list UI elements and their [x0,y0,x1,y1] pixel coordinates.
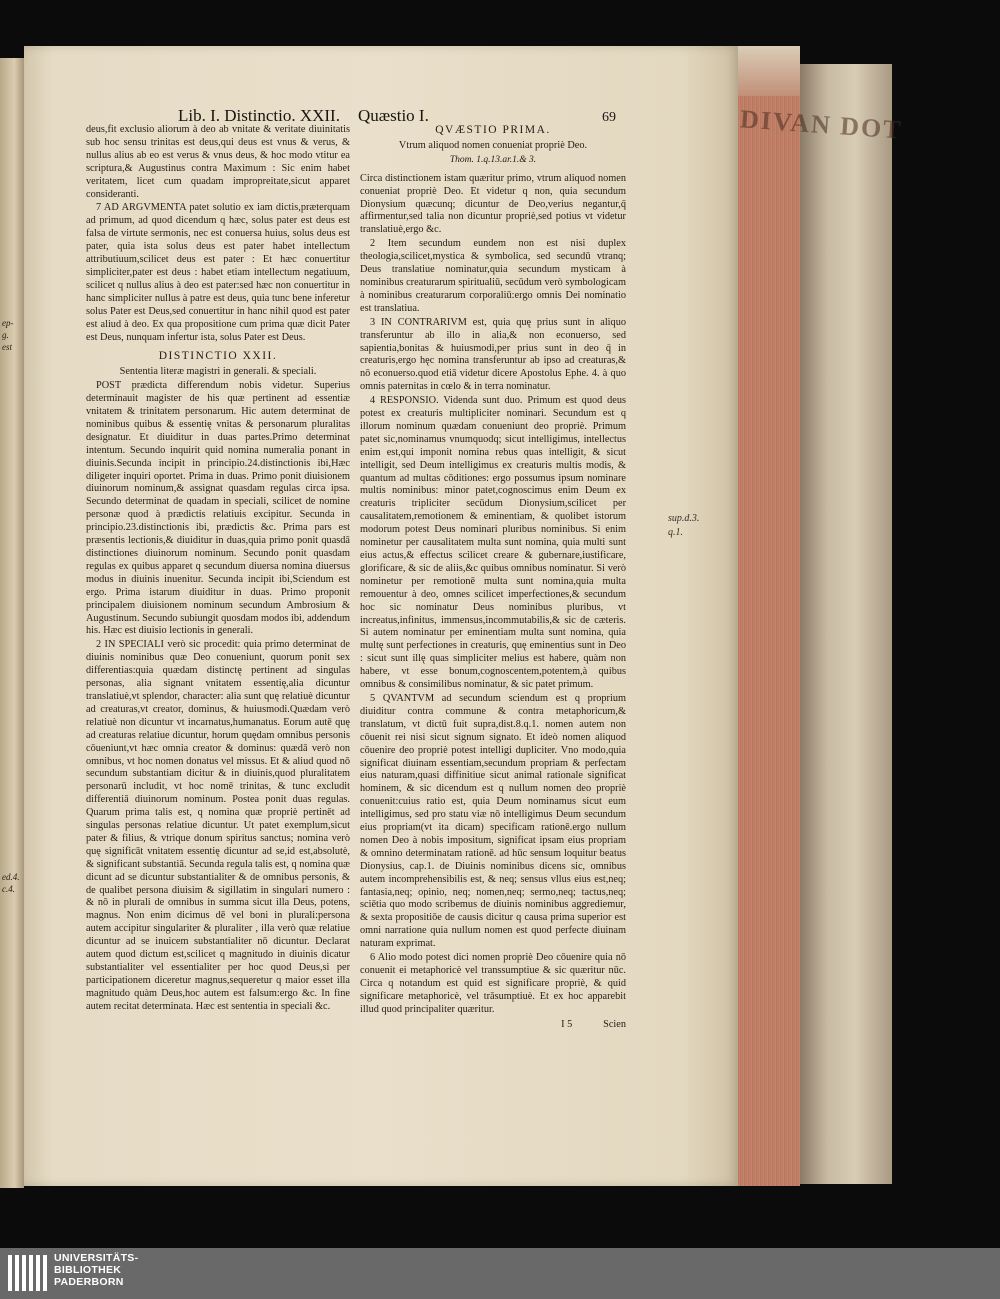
alio-modo-paragraph: 6 Alio modo potest dici nomen propriè Deo cōuenire quia nō conuenit ei metaphoricè vel transsumptiue & sic quæritur nūc. Circa q notandum est quid est significare propriè, & quid significare metaphoricè, vel trāsumptiuè. Et ex hoc apparebit illud quod principaliter quæritur. [360,952,626,1015]
ad-argumenta-paragraph: 7 AD ARGVMENTA patet solutio ex iam dictis,præterquam ad primum, ad quod dicendum q hæc, solus pater est deus est falsa de virtute sermonis, nec est conuersa huius, solus deus est pater, quia ista solus deus est pater habet intellectum attributiuum,scilicet deus est pater : Et hæc conuertitur simpliciter,pater est deus : habet etiam intellectum negatiuum, scilicet q nullus alius à deo est pater:sed hæc non conuertitur in hanc simpliciter nullus à patre est deus, quia tunc bene inferetur solus Pater est Deus,sed conuertitur in hanc nihil quod est pater est aliud à deo. Ex qua propositione cum prima quæ dicit Pater est Deus, nunquam infertur ista, solus Pater est Deus. [86,202,350,343]
questio-title: QVÆSTIO PRIMA. [435,124,551,136]
item-paragraph: 2 Item secundum eundem non est nisi duplex theologia,scilicet,mystica & symbolica, sed secundū vtranq; Deus translatiue nominatur,quia secundum mysticam à nominibus creaturarum spiritualiū, secūdum verò symbologicam à nominibus creaturarum corporaliū:ergo omnis Dei nominatio est translatiua. [360,238,626,314]
right-column [360,124,626,1164]
library-line-3: PADERBORN [54,1276,124,1288]
signature-catchword [360,1019,626,1032]
signature-mark: I 5 [561,1018,573,1030]
library-footer [0,1248,1000,1299]
facing-page-edge [0,58,24,1188]
distinctio-subtitle: Sententia literæ magistri in generali. & speciali. [119,366,317,378]
red-page-edges [738,46,800,1186]
in-contrarium-paragraph: 3 IN CONTRARIVM est, quia quę prius sunt in aliquo transferuntur ab illo in alia,& non econuerso, sed sapientia,bonitas & huiusmodi,per prius sunt in deo q̄ in creaturis,ergo hęc nomina transferuntur ab ipso ad creaturas,& nō econuerso.quod etiā videtur dicere Apostolus Ephe. 4. à quo omnis paternitas in cœlo & in terra nominatur. [360,316,626,393]
facing-page-note: ep- [2,318,14,328]
thomas-reference: Thom. 1.q.13.ar.1.& 3. [449,154,537,165]
margin-note-reference: sup.d.3. q.1. [668,513,700,538]
library-logo-icon [8,1255,48,1291]
running-head: Lib. I. Distinctio. XXII. [178,106,340,125]
facing-page-note: g. [2,330,9,340]
left-column [86,124,350,1164]
opening-paragraph: deus,fit exclusio aliorum à deo ab vnitate & veritate diuinitatis sub hoc sensu trinitas est deus,qui deus est vnus & verus, & nullus alius ab eo est verus & vnus deus, & hoc modo vtitur ea scriptura,& Augustinus contra Maximum : Sic enim habet veritatem, licet cum quadam impropreitate,sicut apparet consideranti. [86,124,350,200]
in-speciali-paragraph: 2 IN SPECIALI verò sic procedit: quia primo determinat de diuinis nominibus quæ Deo conueniunt, quorum ponit sex differentias:quia quædam distinctę pertinent ad singulas personas, alia signant vnitatem essentię,alia dicuntur translatiuè,vt splendor, character: alia sunt quę relatiuè dicuntur ad creaturas,vt creator, dominus, & huiusmodi.Quædam verò relatiuè non dicuntur vt incarnatus,humanatus. Eorum autē quę ad creaturas relatiue dicuntur, horum quędam omnibus personis cōueniunt,vt hæc omnia creator & dominus: quædā verò non omnibus, vt hoc nomen donatus vel missus. Et & aliud quod nō secundum substantiam dicitur & in diuinis,quod pluralitatem personarū includit, vt hoc nomē trinitas, & tunc excludit differentiā diuinorum nominum. Postea ponit duas regulas. Quarum prima talis est, q nomina quæ propriè pertinēt ad singulas personas relatiue dicuntur. Ut patet exemplum,sicut pater & filius, & vtrique donum spiritus sanctus; nomina verò quę significāt vnitatem essentię dicuntur ad se,id est,absolutè, & significant substantiā. Secunda regula talis est, q nomina quæ dicunt ad se dicuntur substantialiter & de omnibus personis, & de qualibet persona diuisim & sigillatim in singulari numero : & nō in plurali de omnibus in summa sicut illa Deus, potens, magnus. Non enim dicimus dē vel boni in plurali:persona autem accipitur singulariter & pluraliter , illa verò quæ relatiue dicuntur ad se inuicem substantialiter nō dicuntur. Declarat autem quod dictum est,scilicet q magnitudo in diuinis dicatur substantialiter vel essentialiter per hoc quod Deus,si per participationem diceretur magnus,sequeretur q maior esset illa magnitudo quàm Deus,hoc autem est falsum:ergo &c. In fine autem recitat determinata. Hæc est sententia in speciali &c. [86,639,350,1012]
library-line-2: BIBLIOTHEK [54,1264,122,1276]
library-line-1: UNIVERSITÄTS- [54,1252,139,1264]
catchword: Scien [603,1018,626,1030]
questio-head: Quæstio I. [358,106,429,125]
facing-page-note: est [2,342,12,352]
post-paragraph: POST prædicta differendum nobis videtur. Superius determinauit magister de his quæ pertinent ad essentiæ vnitatem & trinitatem personarum. Hic autem determinat de nominibus quibus & essentię vnitas & personarum pluralitas designatur. Et diuiditur in duas partes.Primo determinat intentum. Secundo inquirit quid nomina numeralia ponant in diuinis.Secunda incipit in principio.24.distinctionis ibi,Hæc diligeter inquiri oportet. Prima in duas. Primo ponit diuisionem diuinorum nominum,& assignat quasdam regulas circa ipsa. Secundo determinat de quadam in speciali, scilicet de nomine personæ quod à prædictis relatiuis excipitur. Secunda in principio.23.distinctionis ibi, prædictis &c. Prima pars est præsentis lectionis,& diuiditur in duas,quia primo ponit quasdā distinctiones diuinorum nominum. Secundo ponit quasdam regulas ex quibus apparet q secundum diuersa nomina diuersus modus in diuinis inuenitur. Secunda incipit ibi,Sciendum est ergo. Prima istarum diuiditur in duas. Primo proponit principalem diuisionem nominum secundum Ambrosium & Augustinum. Secundo subiungit quosdam modos ibi, addendum his. Hæc est diuisio lectionis in generali. [86,380,350,637]
page-edge-top [738,46,800,96]
page-number: 69 [602,110,616,125]
facing-page-note: ed.4. [2,872,20,882]
vellum-binding [800,64,892,1184]
circa-paragraph: Circa distinctionem istam quæritur primo, vtrum aliquod nomen conueniat propriè Deo. Et videtur q non, quia secundum Dionysium quæcunq; dicuntur de Deo,verius negantur,q̄ affirmentur,sed talia non dicuntur propriè,sed potius vt videtur translatiuè,ergo &c. [360,172,626,236]
facing-page-note: c.4. [2,884,15,894]
distinctio-title: DISTINCTIO XXII. [158,350,278,363]
responsio-paragraph: 4 RESPONSIO. Videnda sunt duo. Primum est quod deus potest ex creaturis multipliciter nominari. Secundum est q illorum nominum quædam conueniunt deo propriè. Primum patet sic,nominamus vnumquodq; sicut intelligimus, intellectus enim est,qui imponit nomina rebus quas intelligit, & sicut intelligit, sed Deum intelligimus ex creaturis multis modis, & quantum ad multas cōditiones: ergo possumus ipsum nominare multis nominibus: minor patet,cognoscimus enim Deum ex creaturis tripliciter secūdum Dionysium,scilicet per causalitatem,remotionem & eminentiam, & quolibet istorum modorum potest Deus nominari pluribus nominibus. Si enim nominetur per causalitatem multa sunt nomina, quia multi sunt eius actus,& effectus scilicet creare & gubernare,iustificare, glorificare, & sic de aliis,&c quibus omnibus nominatur. Si verò nominetur per remotionē multa sunt nomina,quia multa remouentur à deo, omnes scilicet imperfectiones,& secundum hoc sic nominatur Deus nominibus pluribus, vt increatus,infinitus, immensus,incommutabilis,& sic de cæteris. Si autem nominatur per eminentiam multa sunt nomina, quia multę sunt perfectiones in creaturis, quę eminentius sunt in Deo : sicut sunt illę quas simpliciter melius est habere, quàm non habere, vt esse bonum,cognoscentem,potentem,à quibus omnibus & consimilibus nominatur, & sic patet primum. [360,395,626,691]
question-title: Vtrum aliquod nomen conueniat propriè Deo. [398,139,588,151]
quantum-paragraph: 5 QVANTVM ad secundum sciendum est q proprium diuiditur contra commune & contra metaphoricum,& translatum, vt dictū fuit supra,dist.8.q.1. nomen autem non cōuenit rei nisi sicut signum signato. Et ideò nomen aliquod cōuenire deo propriè potest intelligi dupliciter. Vno modo,quia significat diuinam essentiam,secundum propriam & perfectam eius naturam,quasi diffinitiue sicut animal rationale significat hominem, & sic dicendum est q nullum nomen deo propriè conuenit:cuius ratio est, quia Deum nominamus sicut eum intelligimus, sed pro statu viæ nō intelligimus Deum secundum eius propriam(vt ita dicam) specificam rationē.ergo nullum nomen Deo à nobis impositum, significat ipsam eius propriam & omnino determinatam rationē. ad hūc sensum loquitur beatus Dionysius, cap.1. de Diuinis nominibus dicens sic, omnibus autem incomprehensibilis est, & neq; sensus vllus eius est,neq; fantasia,neq; opinio, neq; nomen,neq; sermo,neq; tactus,neq; sciētia quo modo scribemus de diuinis nominibus aggrediemur, & sexta propositiōe de causis dicitur q causa prima superior est omni narratione quia nullum nomen est quod perfecte diuinam naturam exprimat. [360,692,626,950]
library-name [54,1252,138,1288]
edge-inscription: DIVAN DOT [739,104,904,145]
